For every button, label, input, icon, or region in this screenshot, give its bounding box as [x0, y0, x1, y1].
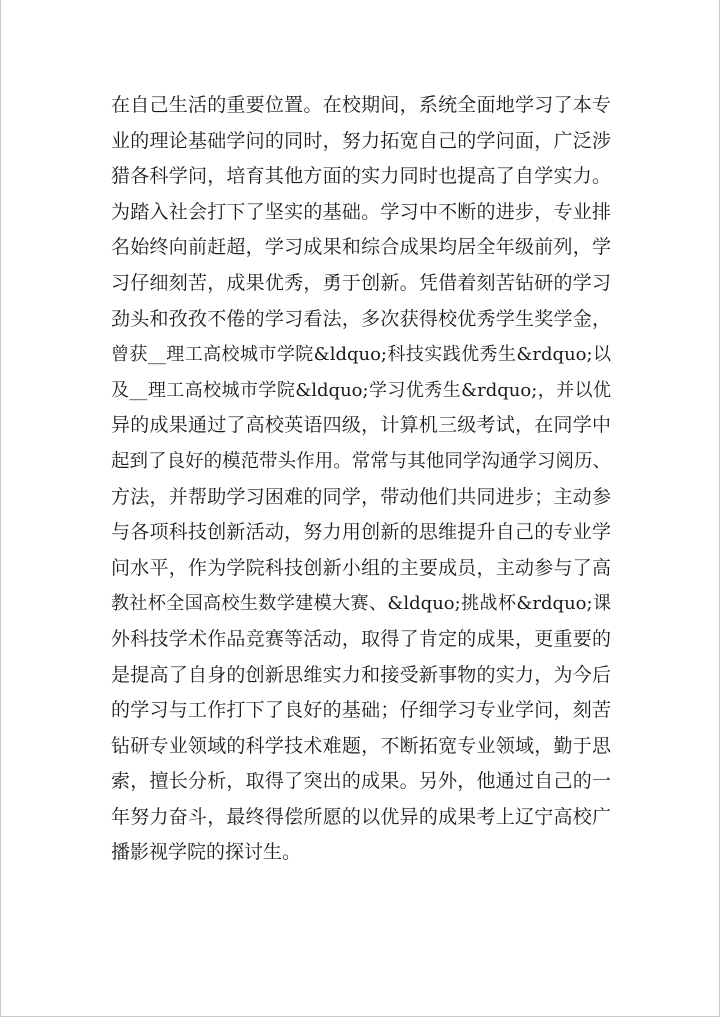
text-line: 及__理工高校城市学院&ldquo;学习优秀生&rdquo;，并以优	[111, 379, 611, 401]
text-line: 曾获__理工高校城市学院&ldquo;科技实践优秀生&rdquo;以	[111, 344, 611, 366]
text-line: 习仔细刻苦，成果优秀，勇于创新。凭借着刻苦钻研的学习	[111, 271, 611, 294]
text-line: 教社杯全国高校生数学建模大赛、&ldquo;挑战杯&rdquo;课	[111, 593, 611, 615]
text-line: 在自己生活的重要位置。在校期间，系统全面地学习了本专	[111, 94, 611, 116]
text-line: 年努力奋斗，最终得偿所愿的以优异的成果考上辽宁高校广	[111, 805, 611, 828]
text-line: 问水平，作为学院科技创新小组的主要成员，主动参与了高	[111, 556, 611, 579]
text-line: 为踏入社会打下了坚实的基础。学习中不断的进步，专业排	[111, 200, 611, 223]
text-line: 起到了良好的模范带头作用。常常与其他同学沟通学习阅历、	[111, 450, 611, 472]
text-line: 与各项科技创新活动，努力用创新的思维提升自己的专业学	[111, 521, 611, 544]
text-line: 异的成果通过了高校英语四级，计算机三级考试，在同学中	[111, 414, 611, 437]
text-line: 方法，并帮助学习困难的同学，带动他们共同进步；主动参	[111, 485, 611, 508]
text-line: 名始终向前赶超，学习成果和综合成果均居全年级前列，学	[111, 236, 611, 259]
text-line: 劲头和孜孜不倦的学习看法，多次获得校优秀学生奖学金，	[111, 307, 611, 330]
text-line: 是提高了自身的创新思维实力和接受新事物的实力，为今后	[111, 663, 611, 686]
text-line: 播影视学院的探讨生。	[111, 841, 302, 864]
body-paragraph	[111, 88, 611, 871]
text-line: 索，擅长分析，取得了突出的成果。另外，他通过自己的一	[111, 770, 611, 793]
text-line: 钻研专业领域的科学技术难题，不断拓宽专业领域，勤于思	[111, 734, 611, 757]
text-line: 的学习与工作打下了良好的基础；仔细学习专业学问，刻苦	[111, 699, 611, 722]
text-line: 猎各科学问，培育其他方面的实力同时也提高了自学实力。	[111, 165, 611, 188]
text-line: 业的理论基础学问的同时，努力拓宽自己的学问面，广泛涉	[111, 129, 611, 152]
text-line: 外科技学术作品竞赛等活动，取得了肯定的成果，更重要的	[111, 627, 611, 650]
